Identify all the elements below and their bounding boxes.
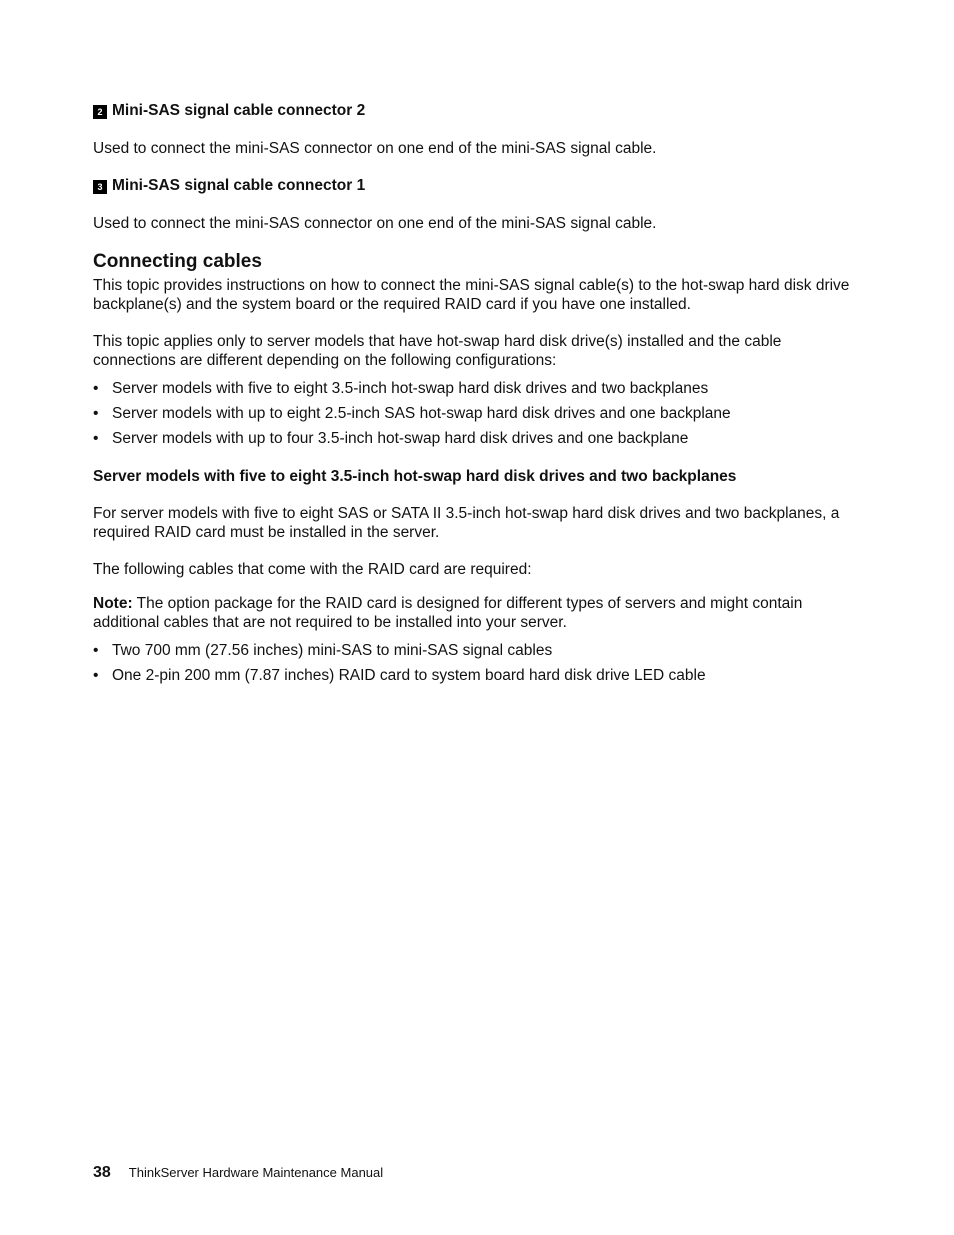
callout-connector-1 [93,176,365,196]
bullet-icon: • [93,380,99,397]
callout-connector-2 [93,101,365,121]
list-item: • Server models with up to eight 2.5-inch SAS hot-swap hard disk drives and one backplane [93,405,731,422]
callout-description: Used to connect the mini-SAS connector on one end of the mini-SAS signal cable. [93,215,657,232]
callout-number-badge: 3 [93,180,107,194]
callout-description: Used to connect the mini-SAS connector on one end of the mini-SAS signal cable. [93,140,657,157]
note-text: The option package for the RAID card is designed for different types of servers and might contain additional cables that are not required to be installed into your server. [93,595,803,631]
cable-list [93,641,853,691]
page-number: 38 [93,1164,111,1181]
bullet-icon: • [93,667,99,684]
list-item: • Server models with five to eight 3.5-inch hot-swap hard disk drives and two backplanes [93,380,709,397]
note [93,594,853,632]
subsection-title: Server models with five to eight 3.5-inch hot-swap hard disk drives and two backplanes [93,468,737,485]
note-label: Note: [93,595,133,612]
section-intro: This topic provides instructions on how to connect the mini-SAS signal cable(s) to the hot-swap hard disk drive backplane(s) and the system board or the required RAID card if you have one installed. [93,277,850,313]
subsection-para: For server models with five to eight SAS or SATA II 3.5-inch hot-swap hard disk drives and two backplanes, a required RAID card must be installed in the server. [93,505,840,541]
callout-label: Mini-SAS signal cable connector 1 [112,177,366,194]
section-title: Connecting cables [93,251,262,272]
config-list [93,379,853,454]
list-item: • Server models with up to four 3.5-inch hot-swap hard disk drives and one backplane [93,430,689,447]
bullet-icon: • [93,642,99,659]
subsection-para: The following cables that come with the RAID card are required: [93,561,532,578]
bullet-icon: • [93,405,99,422]
manual-title: ThinkServer Hardware Maintenance Manual [128,1165,384,1180]
list-item: • Two 700 mm (27.56 inches) mini-SAS to mini-SAS signal cables [93,642,553,659]
page-footer [93,1164,383,1182]
callout-number-badge: 2 [93,105,107,119]
section-applies: This topic applies only to server models that have hot-swap hard disk drive(s) installed and the cable connections are different depending on the following configurations: [93,333,782,369]
bullet-icon: • [93,430,99,447]
callout-label: Mini-SAS signal cable connector 2 [112,102,366,119]
list-item: • One 2-pin 200 mm (7.87 inches) RAID card to system board hard disk drive LED cable [93,667,706,684]
